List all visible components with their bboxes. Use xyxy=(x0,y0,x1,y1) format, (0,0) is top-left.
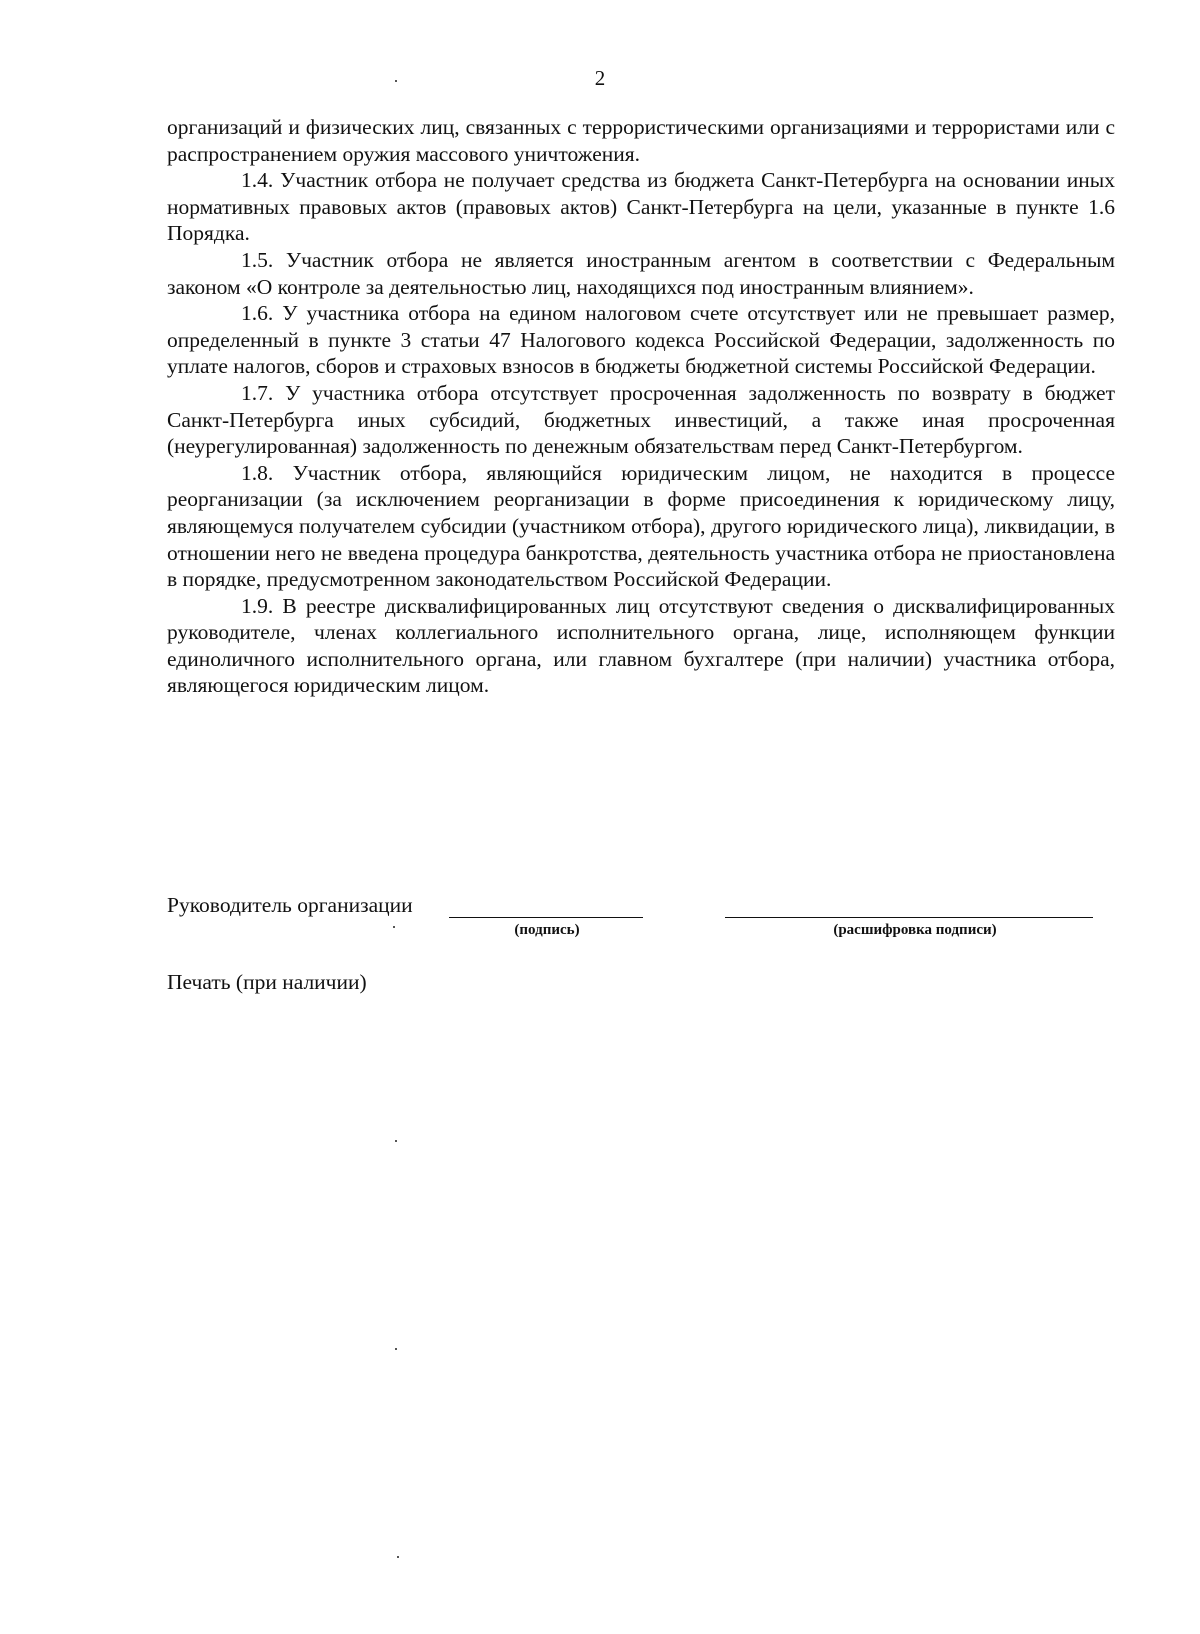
stamp-label: Печать (при наличии) xyxy=(167,970,367,994)
paragraph-1-7: 1.7. У участника отбора отсутствует просроченная задолженность по возврату в бюджет Санкт-Петербурга иных субсидий, бюджетных инвестиций, а также иная просроченная (неурегулированная) задолженность по денежным обязательствам перед Санкт-Петербургом. xyxy=(167,380,1115,459)
paragraph-1-6: 1.6. У участника отбора на едином налоговом счете отсутствует или не превышает размер, определенный в пункте 3 статьи 47 Налогового кодекса Российской Федерации, задолженность по уплате налогов, сборов и страховых взносов в бюджеты бюджетной системы Российской Федерации. xyxy=(167,301,1115,379)
document-body xyxy=(167,114,1115,699)
paragraph-1-5: 1.5. Участник отбора не является иностранным агентом в соответствии с Федеральным законом «О контроле за деятельностью лиц, находящихся под иностранным влиянием». xyxy=(167,247,1115,299)
scan-artifact-dot xyxy=(395,1140,397,1142)
paragraph-1-8: 1.8. Участник отбора, являющийся юридическим лицом, не находится в процессе реорганизации (за исключением реорганизации в форме присоединения к юридическому лицу, являющемуся получателем субсидии (участником отбора), другого юридического лица), ликвидации, в отношении него не введена процедура банкротства, деятельность участника отбора не приостановлена в порядке, предусмотренном законодательством Российской Федерации. xyxy=(167,460,1115,592)
signature-label: Руководитель организации xyxy=(167,893,413,917)
scan-artifact-dot xyxy=(395,1348,397,1350)
paragraph-1-4: 1.4. Участник отбора не получает средства из бюджета Санкт-Петербурга на основании иных нормативных правовых актов (правовых актов) Санкт-Петербурга на цели, указанные в пункте 1.6 Порядка. xyxy=(167,168,1115,246)
paragraph-1-3-continuation: организаций и физических лиц, связанных с террористическими организациями и террористами или с распространением оружия массового уничтожения. xyxy=(167,115,1115,166)
page-number: 2 xyxy=(594,66,606,90)
scan-artifact-dot xyxy=(393,926,395,928)
scan-artifact-dot xyxy=(397,1556,399,1558)
signature-transcript-line xyxy=(725,917,1093,918)
signature-block xyxy=(167,893,1115,953)
signature-line xyxy=(449,917,643,918)
signature-transcript-caption: (расшифровка подписи) xyxy=(833,922,997,938)
signature-caption: (подпись) xyxy=(514,922,580,938)
paragraph-1-9: 1.9. В реестре дисквалифицированных лиц отсутствуют сведения о дисквалифицированных руководителе, членах коллегиального исполнительного органа, лице, исполняющем функции единоличного исполнительного органа, или главном бухгалтере (при наличии) участника отбора, являющегося юридическим лицом. xyxy=(167,593,1115,698)
scan-artifact-dot xyxy=(395,80,397,82)
